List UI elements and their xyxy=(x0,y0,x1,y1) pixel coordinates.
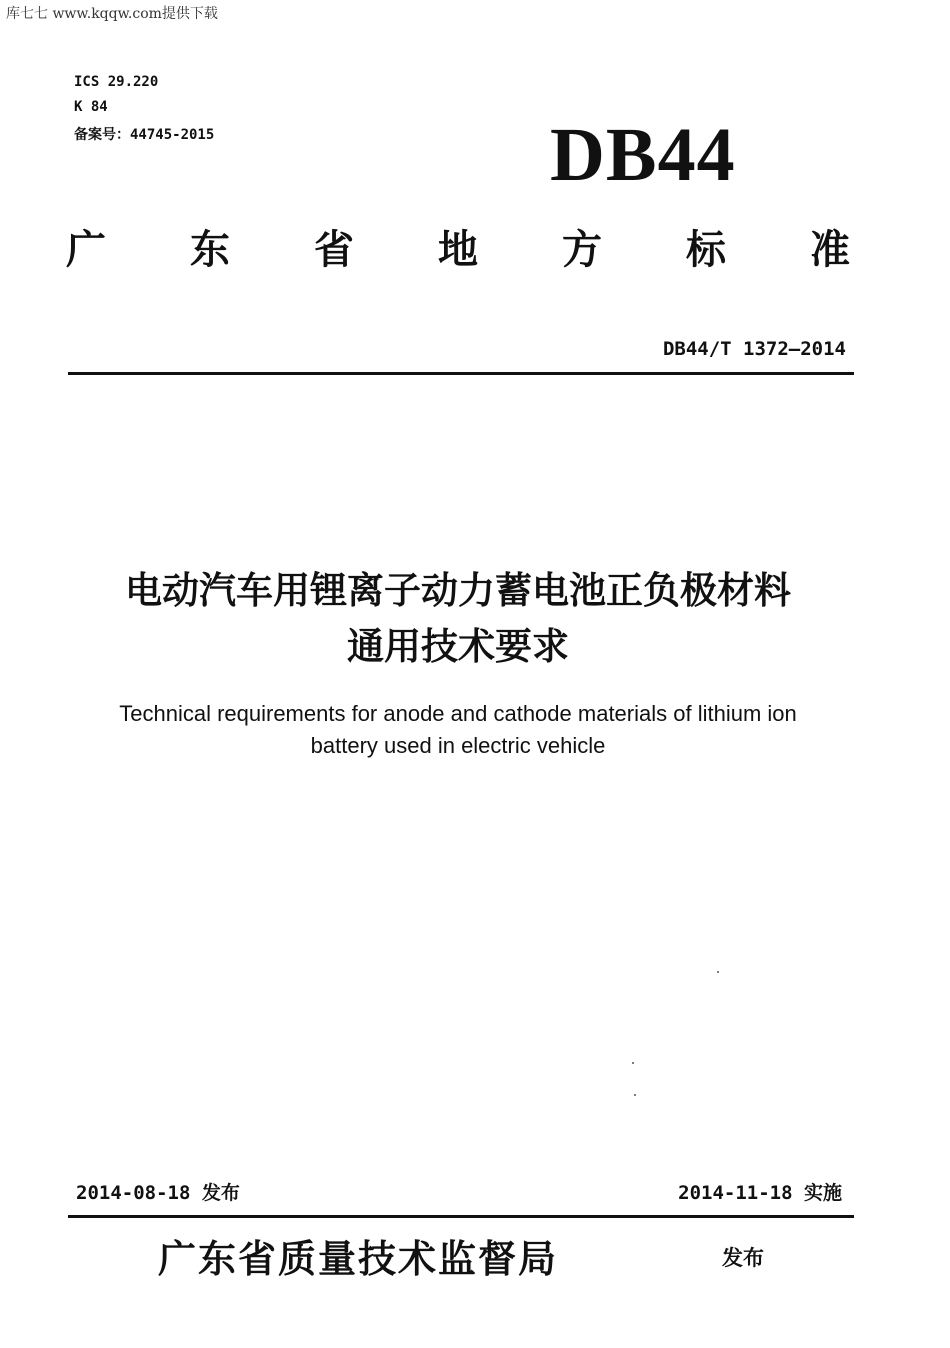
top-divider xyxy=(68,372,854,375)
bottom-divider xyxy=(68,1215,854,1218)
standard-type-char: 广 xyxy=(66,227,106,273)
scan-speck xyxy=(632,1062,634,1064)
scan-speck xyxy=(634,1094,636,1096)
title-chinese-line-1: 电动汽车用锂离子动力蓄电池正负极材料 xyxy=(125,569,791,612)
standard-type-heading xyxy=(66,218,850,275)
record-number: 备案号：44745-2015 xyxy=(74,127,215,143)
standard-type-char: 东 xyxy=(190,227,230,273)
standard-type-char: 方 xyxy=(562,227,602,273)
classification-code: K 84 xyxy=(74,99,108,115)
ics-code: ICS 29.220 xyxy=(74,74,159,90)
issue-label: 发布 xyxy=(722,1246,764,1270)
standard-code-logo: DB44 xyxy=(550,113,736,197)
standard-number: DB44/T 1372—2014 xyxy=(662,338,846,360)
title-english-line-2: battery used in electric vehicle xyxy=(310,733,606,758)
scan-speck xyxy=(717,971,719,973)
title-english-line-1: Technical requirements for anode and cathode materials of lithium ion xyxy=(119,701,797,726)
standard-type-char: 省 xyxy=(314,227,354,273)
issuing-authority: 广东省质量技术监督局 xyxy=(158,1236,559,1281)
effective-date: 2014-11-18 实施 xyxy=(678,1182,842,1204)
standard-type-char: 准 xyxy=(810,227,850,273)
title-chinese-line-2: 通用技术要求 xyxy=(347,625,569,668)
standard-type-char: 标 xyxy=(686,227,726,273)
issue-date: 2014-08-18 发布 xyxy=(76,1182,240,1204)
watermark-text: 库七七 www.kqqw.com提供下载 xyxy=(6,6,218,22)
standard-type-char: 地 xyxy=(438,227,478,273)
